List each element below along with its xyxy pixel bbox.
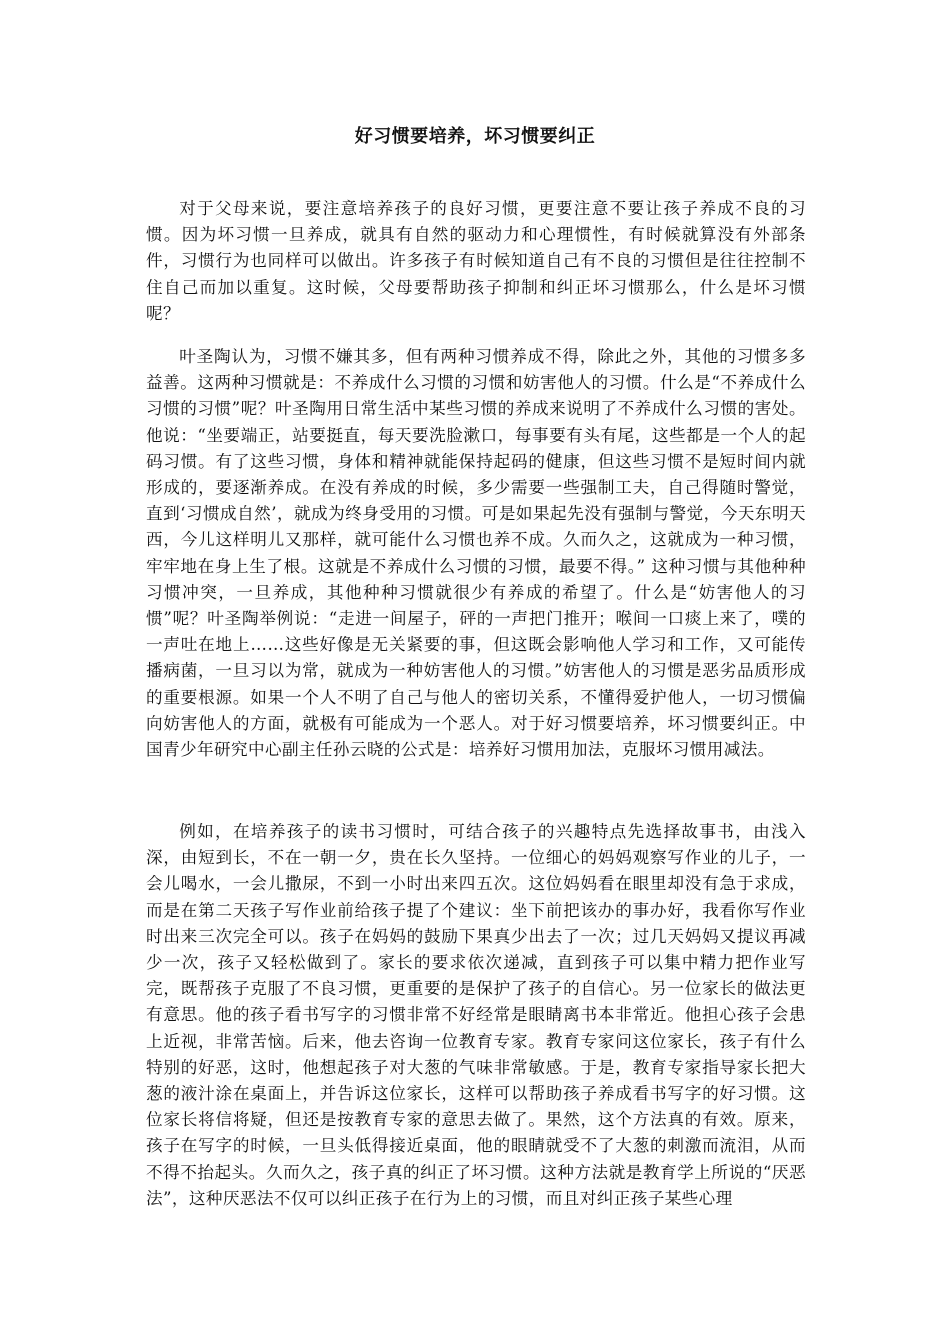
paragraph-1: 对于父母来说，要注意培养孩子的良好习惯，更要注意不要让孩子养成不良的习惯。因为坏习惯一旦养成，就具有自然的驱动力和心理惯性，有时候就算没有外部条件，习惯行为也同样可以做出。许多孩子有时候知道自己有不良的习惯但是往往控制不住自己而加以重复。这时候，父母要帮助孩子抑制和纠正坏习惯那么，什么是坏习惯呢？: [146, 199, 806, 323]
paragraph-3: 例如，在培养孩子的读书习惯时，可结合孩子的兴趣特点先选择故事书，由浅入深，由短到长，不在一朝一夕，贵在长久坚持。一位细心的妈妈观察写作业的儿子，一会儿喝水，一会儿撒尿，不到一小时出来四五次。这位妈妈看在眼里却没有急于求成，而是在第二天孩子写作业前给孩子提了个建议：坐下前把该办的事办好，我看你写作业时出来三次完全可以。孩子在妈妈的鼓励下果真少出去了一次；过几天妈妈又提议再减少一次，孩子又轻松做到了。家长的要求依次递减，直到孩子可以集中精力把作业写完，既帮孩子克服了不良习惯，更重要的是保护了孩子的自信心。另一位家长的做法更有意思。他的孩子看书写字的习惯非常不好经常是眼睛离书本非常近。他担心孩子会患上近视，非常苦恼。后来，他去咨询一位教育专家。教育专家问这位家长，孩子有什么特别的好恶，这时，他想起孩子对大葱的气味非常敏感。于是，教育专家指导家长把大葱的液汁涂在桌面上，并告诉这位家长，这样可以帮助孩子养成看书写字的好习惯。这位家长将信将疑，但还是按教育专家的意思去做了。果然，这个方法真的有效。原来，孩子在写字的时候，一旦头低得接近桌面，他的眼睛就受不了大葱的刺激而流泪，从而不得不抬起头。久而久之，孩子真的纠正了坏习惯。这种方法就是教育学上所说的“厌恶法”，这种厌恶法不仅可以纠正孩子在行为上的习惯，而且对纠正孩子某些心理: [146, 822, 806, 1208]
paragraph-2: 叶圣陶认为，习惯不嫌其多，但有两种习惯养成不得，除此之外，其他的习惯多多益善。这两种习惯就是：不养成什么习惯的习惯和妨害他人的习惯。什么是“不养成什么习惯的习惯”呢？叶圣陶用日常生活中某些习惯的养成来说明了不养成什么习惯的害处。他说：“坐要端正，站要挺直，每天要洗脸漱口，每事要有头有尾，这些都是一个人的起码习惯。有了这些习惯，身体和精神就能保持起码的健康，但这些习惯不是短时间内就形成的，要逐渐养成。在没有养成的时候，多少需要一些强制工夫，自己得随时警觉，直到‘习惯成自然’，就成为终身受用的习惯。可是如果起先没有强制与警觉，今天东明天西，今儿这样明儿又那样，就可能什么习惯也养不成。久而久之，这就成为一种习惯，牢牢地在身上生了根。这就是不养成什么习惯的习惯，最要不得。” 这种习惯与其他种种习惯冲突，一旦养成，其他种种习惯就很少有养成的希望了。什么是“妨害他人的习惯”呢？叶圣陶举例说：“走进一间屋子，砰的一声把门推开；喉间一口痰上来了，噗的一声吐在地上……这些好像是无关紧要的事，但这既会影响他人学习和工作，又可能传播病菌，一旦习以为常，就成为一种妨害他人的习惯。”妨害他人的习惯是恶劣品质形成的重要根源。如果一个人不明了自己与他人的密切关系，不懂得爱护他人，一切习惯偏向妨害他人的方面，就极有可能成为一个恶人。对于好习惯要培养，坏习惯要纠正。中国青少年研究中心副主任孙云晓的公式是：培养好习惯用加法，克服坏习惯用减法。: [146, 347, 806, 760]
document-title: 好习惯要培养，坏习惯要纠正: [354, 126, 596, 147]
